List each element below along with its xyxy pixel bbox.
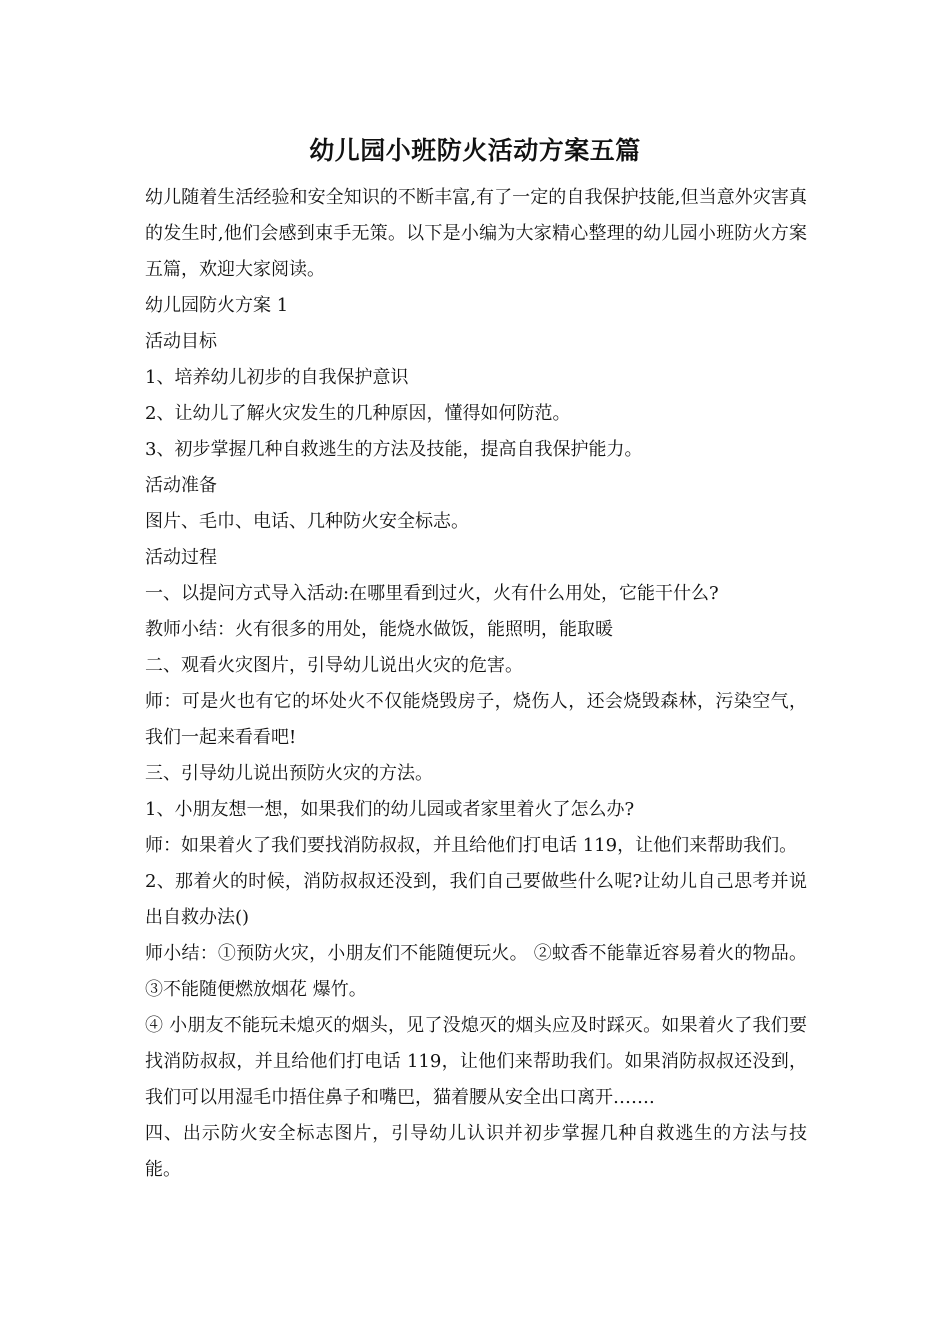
paragraph: 三、引导幼儿说出预防火灾的方法。 <box>145 763 433 784</box>
list-item: 3、初步掌握几种自救逃生的方法及技能，提高自我保护能力。 <box>145 439 643 460</box>
document-title: 幼儿园小班防火活动方案五篇 <box>309 136 641 165</box>
paragraph: 2、那着火的时候，消防叔叔还没到，我们自己要做些什么呢?让幼儿自己思考并说出自救办法() <box>145 871 807 928</box>
section-heading: 幼儿园防火方案 1 <box>145 295 289 316</box>
list-item: 2、让幼儿了解火灾发生的几种原因，懂得如何防范。 <box>145 403 571 424</box>
paragraph: 四、出示防火安全标志图片，引导幼儿认识并初步掌握几种自救逃生的方法与技能。 <box>145 1123 807 1180</box>
paragraph: ④ 小朋友不能玩未熄灭的烟头，见了没熄灭的烟头应及时踩灭。如果着火了我们要找消防叔叔，并且给他们打电话 119，让他们来帮助我们。如果消防叔叔还没到，我们可以用湿毛巾捂住鼻子和嘴巴，猫着腰从安全出口离开……. <box>145 1015 807 1108</box>
subheading-process: 活动过程 <box>145 547 217 568</box>
paragraph: 图片、毛巾、电话、几种防火安全标志。 <box>145 511 469 532</box>
list-item: 1、培养幼儿初步的自我保护意识 <box>145 367 409 388</box>
subheading-goals: 活动目标 <box>145 331 217 352</box>
paragraph: 师小结：①预防火灾，小朋友们不能随便玩火。 ②蚊香不能靠近容易着火的物品。 ③不能随便燃放烟花 爆竹。 <box>145 943 807 1000</box>
paragraph: 教师小结：火有很多的用处，能烧水做饭，能照明，能取暖 <box>145 619 613 640</box>
paragraph: 师：如果着火了我们要找消防叔叔，并且给他们打电话 119，让他们来帮助我们。 <box>145 835 798 856</box>
paragraph: 师：可是火也有它的坏处火不仅能烧毁房子，烧伤人，还会烧毁森林，污染空气，我们一起来看看吧! <box>145 691 807 748</box>
paragraph: 1、小朋友想一想，如果我们的幼儿园或者家里着火了怎么办? <box>145 799 635 820</box>
subheading-preparation: 活动准备 <box>145 475 217 496</box>
paragraph: 一、以提问方式导入活动:在哪里看到过火，火有什么用处，它能干什么? <box>145 583 719 604</box>
paragraph: 二、观看火灾图片，引导幼儿说出火灾的危害。 <box>145 655 523 676</box>
intro-paragraph: 幼儿随着生活经验和安全知识的不断丰富,有了一定的自我保护技能,但当意外灾害真的发生时,他们会感到束手无策。以下是小编为大家精心整理的幼儿园小班防火方案五篇，欢迎大家阅读。 <box>145 187 807 280</box>
document-body <box>145 180 807 1188</box>
